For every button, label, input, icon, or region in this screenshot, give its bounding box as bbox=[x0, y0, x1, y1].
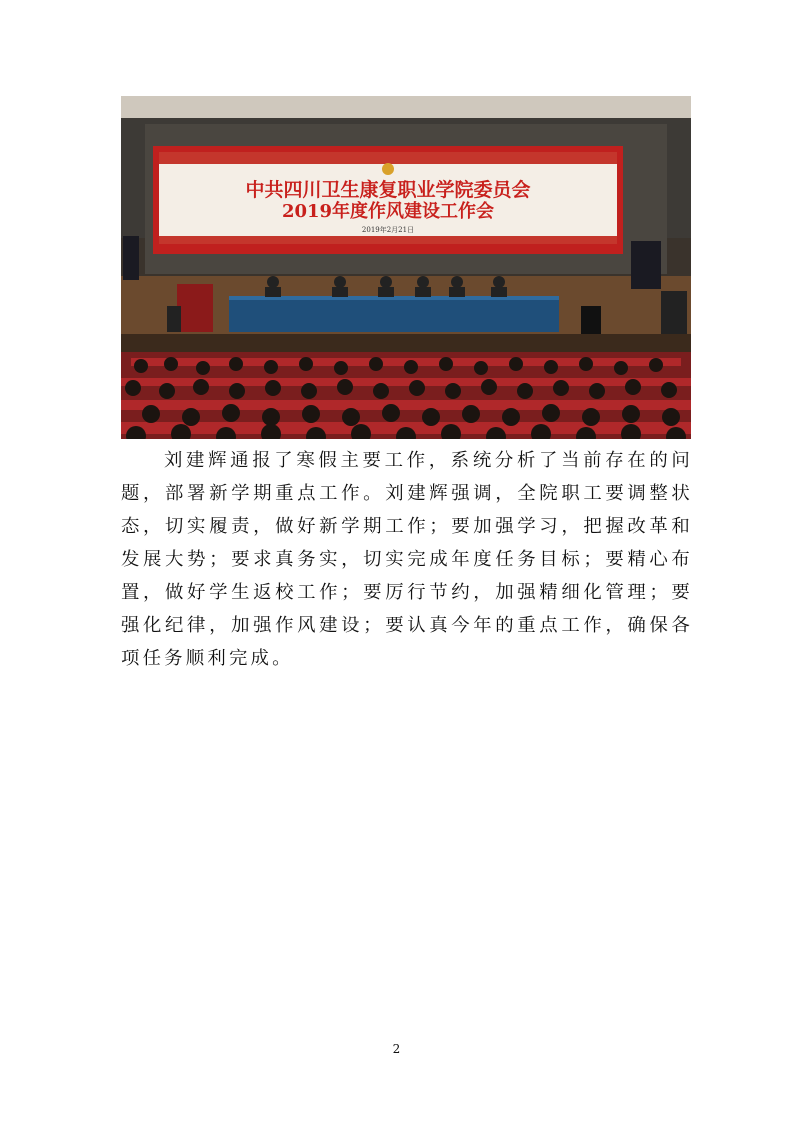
banner-line2: 2019年度作风建设工作会 bbox=[281, 201, 495, 222]
party-emblem bbox=[382, 163, 394, 175]
banner-date: 2019年2月21日 bbox=[361, 226, 415, 234]
presidium-table bbox=[229, 296, 559, 332]
page-number: 2 bbox=[392, 1042, 401, 1056]
lectern bbox=[177, 284, 213, 332]
meeting-photo bbox=[121, 96, 691, 439]
banner-line1: 中共四川卫生康复职业学院委员会 bbox=[245, 179, 531, 201]
body-paragraph: 刘建辉通报了寒假主要工作，系统分析了当前存在的问题，部署新学期重点工作。刘建辉强调，全院职工要调整状态，切实履责，做好新学期工作；要加强学习，把握改革和发展大势；要求真务实，切实完成年度任务目标；要精心布置，做好学生返校工作；要厉行节约，加强精细化管理；要强化纪律，加强作风建设；要认真今年的重点工作，确保各项任务顺利完成。 bbox=[121, 450, 693, 669]
